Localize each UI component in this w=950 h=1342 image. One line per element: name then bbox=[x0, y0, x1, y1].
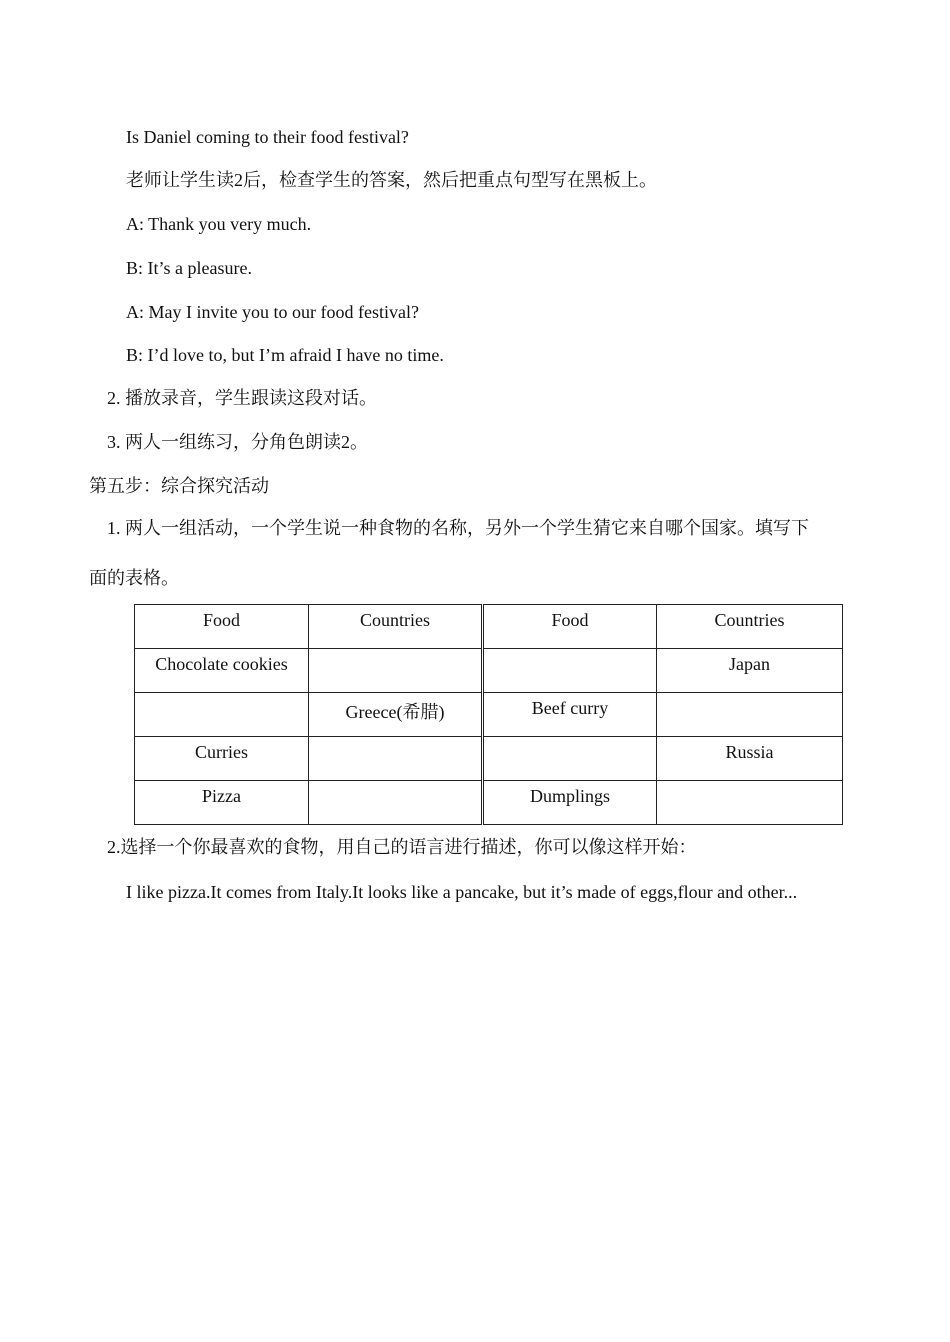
food-countries-table bbox=[134, 604, 843, 825]
table-row bbox=[135, 737, 843, 781]
step-item-3: 3. 两人一组练习，分角色朗读2。 bbox=[107, 432, 368, 452]
dialogue-line-a1: A: Thank you very much. bbox=[126, 214, 312, 234]
table-cell bbox=[135, 693, 309, 737]
table-cell bbox=[483, 649, 657, 693]
teacher-instruction: 老师让学生读2后，检查学生的答案，然后把重点句型写在黑板上。 bbox=[126, 170, 657, 190]
table-cell bbox=[309, 737, 483, 781]
table-header-cell: Food bbox=[135, 605, 309, 649]
example-paragraph: I like pizza.It comes from Italy.It looks like a pancake, but it’s made of eggs,flour and other... bbox=[126, 882, 798, 902]
table-row bbox=[135, 649, 843, 693]
table-header-cell: Countries bbox=[657, 605, 843, 649]
table-cell bbox=[657, 693, 843, 737]
table-cell: Dumplings bbox=[483, 781, 657, 825]
table-cell: Japan bbox=[657, 649, 843, 693]
table-row bbox=[135, 693, 843, 737]
dialogue-line-b2: B: I’d love to, but I’m afraid I have no time. bbox=[126, 345, 444, 365]
step-item-2: 2. 播放录音，学生跟读这段对话。 bbox=[107, 388, 377, 408]
table-cell bbox=[483, 737, 657, 781]
activity-item-2: 2.选择一个你最喜欢的食物，用自己的语言进行描述，你可以像这样开始： bbox=[107, 837, 697, 857]
section-heading: 第五步：综合探究活动 bbox=[89, 476, 269, 496]
table-cell bbox=[657, 781, 843, 825]
question-line: Is Daniel coming to their food festival? bbox=[126, 127, 409, 147]
dialogue-line-b1: B: It’s a pleasure. bbox=[126, 258, 252, 278]
dialogue-line-a2: A: May I invite you to our food festival? bbox=[126, 302, 419, 322]
table-cell: Chocolate cookies bbox=[135, 649, 309, 693]
table-cell: Russia bbox=[657, 737, 843, 781]
table-cell: Greece(希腊) bbox=[309, 693, 483, 737]
table-header-cell: Countries bbox=[309, 605, 483, 649]
table-cell: Curries bbox=[135, 737, 309, 781]
table-cell: Beef curry bbox=[483, 693, 657, 737]
table-cell bbox=[309, 781, 483, 825]
table-header-cell: Food bbox=[483, 605, 657, 649]
table-header-row bbox=[135, 605, 843, 649]
table-cell: Pizza bbox=[135, 781, 309, 825]
table-cell bbox=[309, 649, 483, 693]
table-row bbox=[135, 781, 843, 825]
activity-item-1-continued: 面的表格。 bbox=[89, 568, 179, 588]
activity-item-1: 1. 两人一组活动，一个学生说一种食物的名称，另外一个学生猜它来自哪个国家。填写下 bbox=[107, 518, 809, 538]
